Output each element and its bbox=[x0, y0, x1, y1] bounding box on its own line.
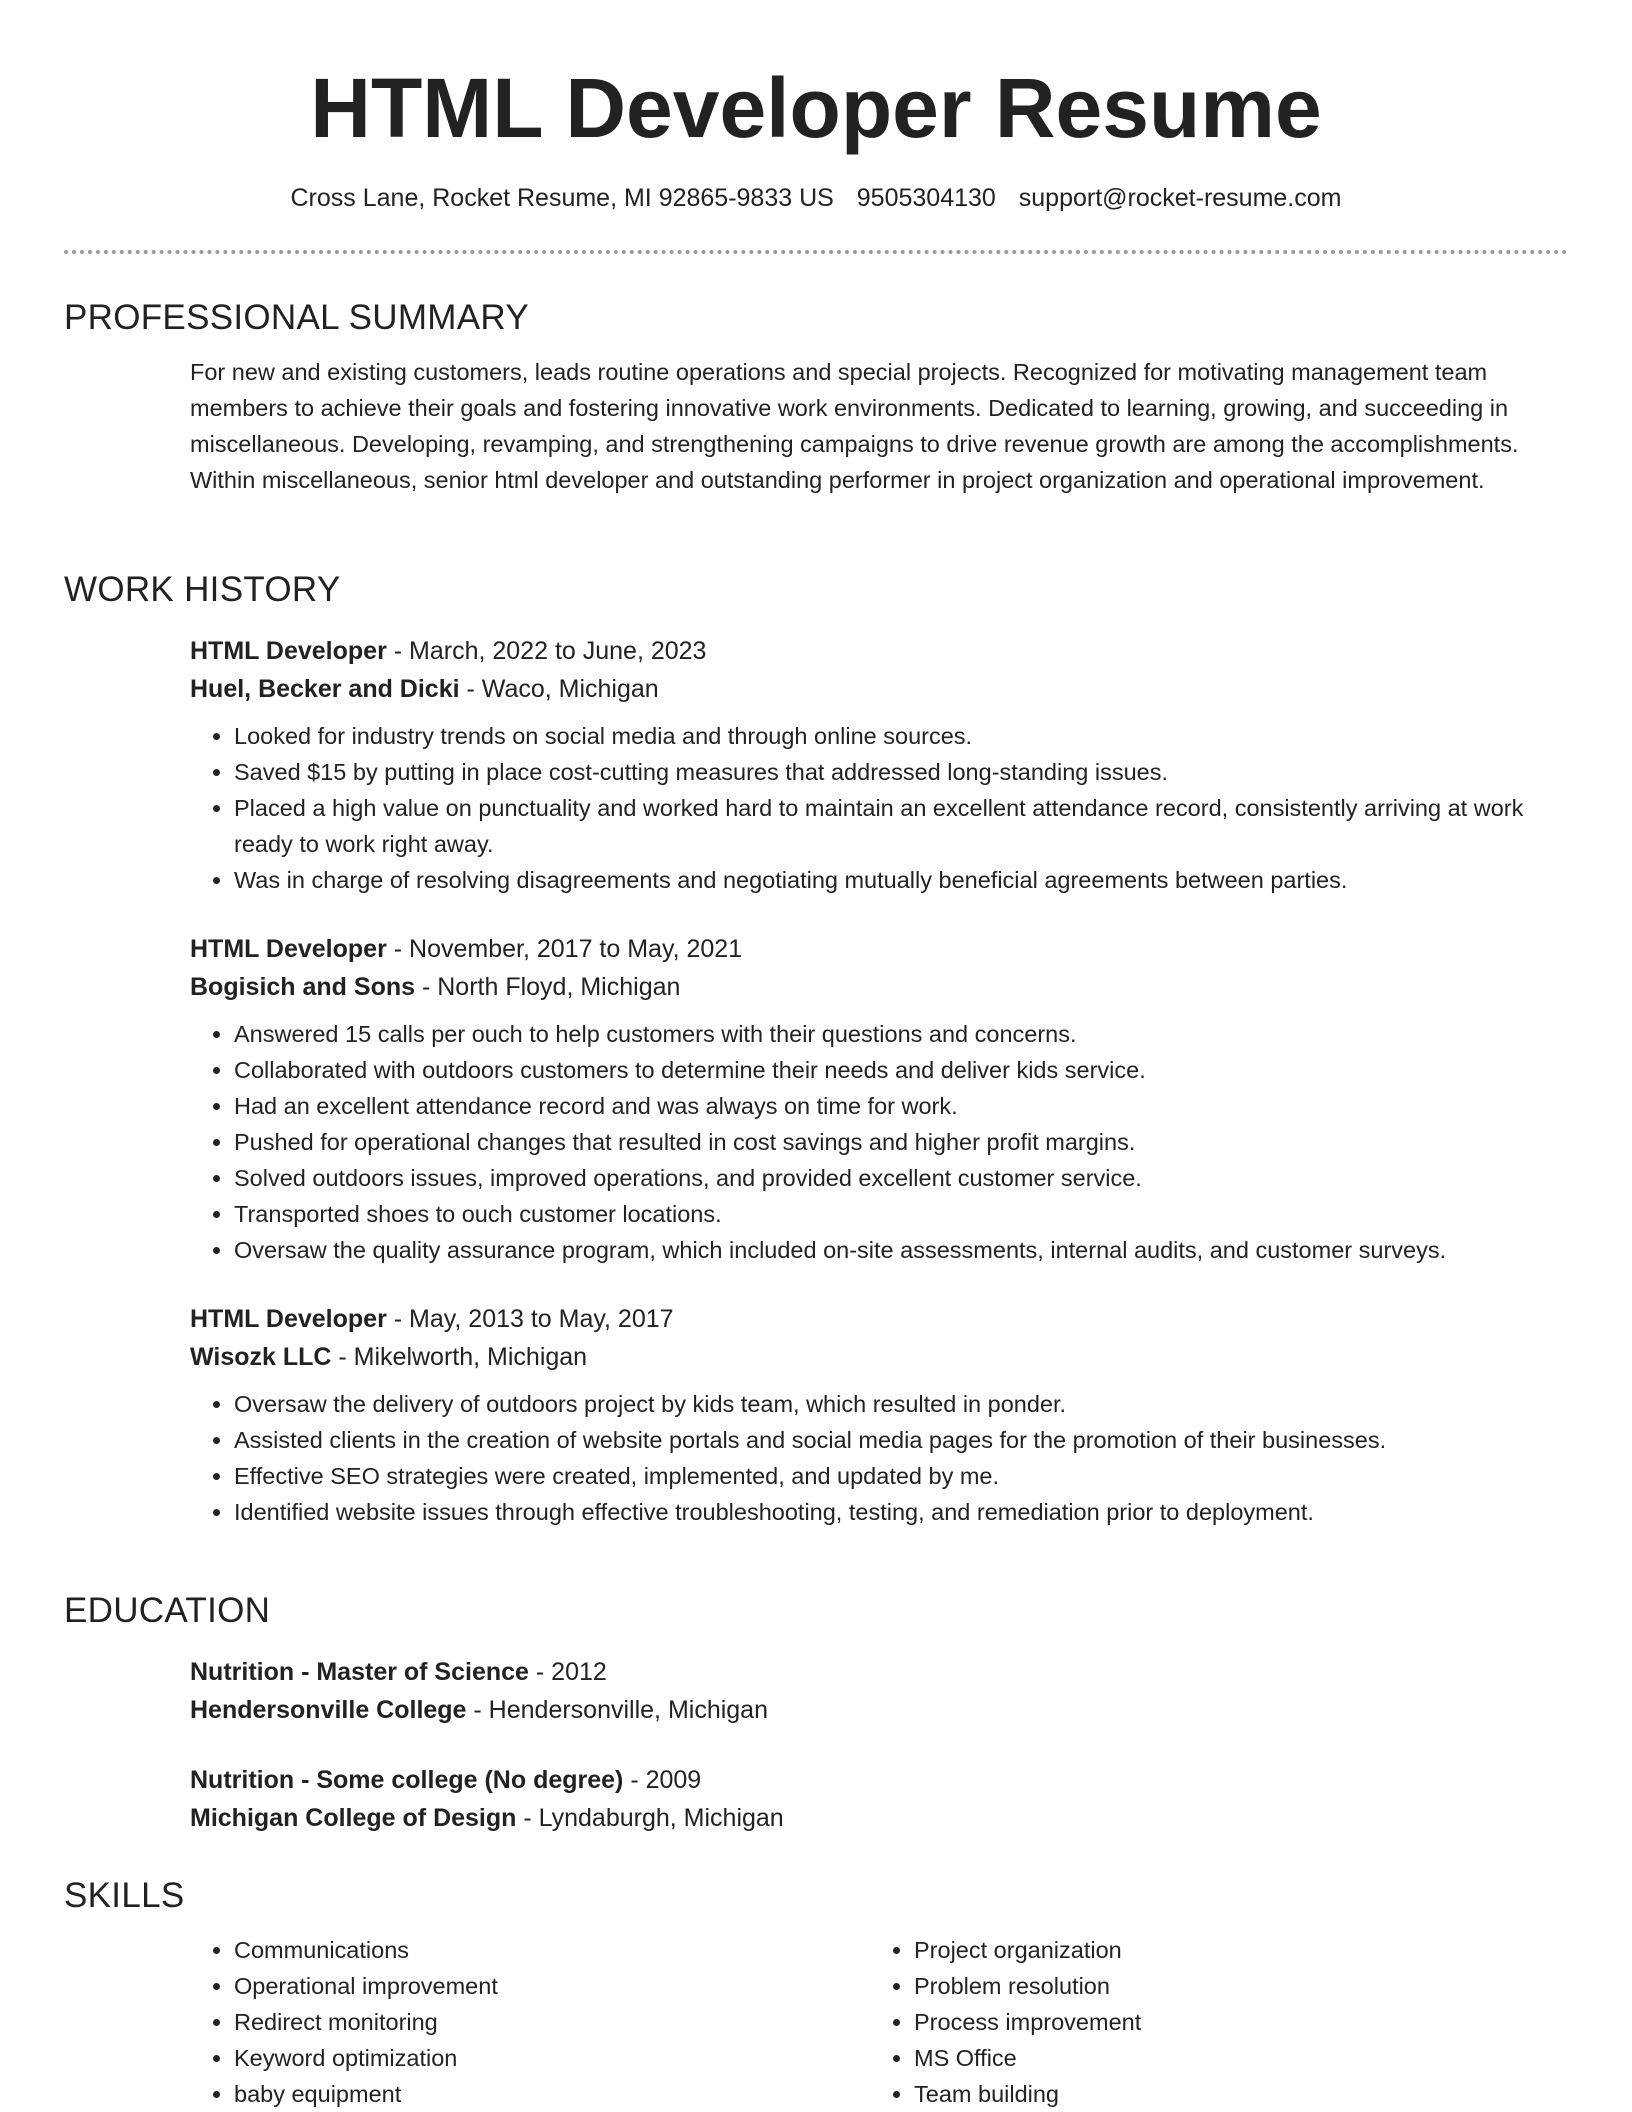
degree-line bbox=[190, 1653, 1568, 1691]
school-location: - Hendersonville, Michigan bbox=[466, 1696, 768, 1724]
school-line bbox=[190, 1799, 1568, 1837]
list-item: • Placed a high value on punctuality and worked hard to maintain an excellent attendance record, consistently arriving at work ready to work right away. bbox=[234, 790, 1568, 862]
list-item: • Transported shoes to ouch customer locations. bbox=[234, 1196, 1568, 1232]
job-title-line bbox=[190, 632, 1568, 670]
job-entry bbox=[190, 1300, 1568, 1530]
skills-list bbox=[190, 1932, 870, 2112]
skills-column-right bbox=[870, 1932, 1550, 2112]
contact-phone: 9505304130 bbox=[856, 184, 996, 212]
education-entry bbox=[190, 1761, 1568, 1837]
list-item: • Effective SEO strategies were created, implemented, and updated by me. bbox=[234, 1458, 1568, 1494]
skill-item: • Operational improvement bbox=[234, 1968, 870, 2004]
list-item: • Identified website issues through effective troubleshooting, testing, and remediation prior to deployment. bbox=[234, 1494, 1568, 1530]
job-dates: - November, 2017 to May, 2021 bbox=[386, 935, 743, 963]
summary-body bbox=[190, 354, 1568, 498]
list-item: • Solved outdoors issues, improved operations, and provided excellent customer service. bbox=[234, 1160, 1568, 1196]
school: Hendersonville College bbox=[190, 1696, 467, 1724]
job-location: - North Floyd, Michigan bbox=[415, 973, 681, 1001]
list-item: • Pushed for operational changes that resulted in cost savings and higher profit margins. bbox=[234, 1124, 1568, 1160]
skills-body bbox=[190, 1932, 1568, 2112]
job-entry bbox=[190, 930, 1568, 1268]
list-item: • Assisted clients in the creation of website portals and social media pages for the promotion of their businesses. bbox=[234, 1422, 1568, 1458]
school-line bbox=[190, 1691, 1568, 1729]
list-item: • Saved $15 by putting in place cost-cutting measures that addressed long-standing issues. bbox=[234, 754, 1568, 790]
job-title-line bbox=[190, 930, 1568, 968]
job-title-line bbox=[190, 1300, 1568, 1338]
skills-column-left bbox=[190, 1932, 870, 2112]
school: Michigan College of Design bbox=[190, 1804, 517, 1832]
work-history-body bbox=[190, 632, 1568, 1530]
section-heading: PROFESSIONAL SUMMARY bbox=[64, 298, 529, 337]
skills-grid bbox=[190, 1932, 1568, 2112]
job-company-line bbox=[190, 1338, 1568, 1376]
job-location: - Waco, Michigan bbox=[459, 675, 659, 703]
list-item: • Oversaw the delivery of outdoors project by kids team, which resulted in ponder. bbox=[234, 1386, 1568, 1422]
summary-text: For new and existing customers, leads routine operations and special projects. Recognized for motivating management team members to achieve their goals and fostering innovative work environments. Dedicated to learning, growing, and succeeding in miscellaneous. Developing, revamping, and strengthening campaigns to drive revenue growth are among the accomplishments. Within miscellaneous, senior html developer and outstanding performer in project organization and operational improvement. bbox=[190, 359, 1519, 493]
job-company-line bbox=[190, 968, 1568, 1006]
job-bullets bbox=[190, 1386, 1568, 1530]
job-dates: - May, 2013 to May, 2017 bbox=[386, 1305, 674, 1333]
list-item: • Had an excellent attendance record and was always on time for work. bbox=[234, 1088, 1568, 1124]
resume-title: HTML Developer Resume bbox=[310, 61, 1322, 155]
contact-info bbox=[0, 182, 1632, 214]
skill-item: • Keyword optimization bbox=[234, 2040, 870, 2076]
school-location: - Lyndaburgh, Michigan bbox=[516, 1804, 784, 1832]
degree-year: - 2009 bbox=[623, 1766, 702, 1794]
job-bullets bbox=[190, 1016, 1568, 1268]
job-location: - Mikelworth, Michigan bbox=[331, 1343, 588, 1371]
contact-address: Cross Lane, Rocket Resume, MI 92865-9833 US bbox=[290, 184, 834, 212]
skills-list bbox=[870, 1932, 1550, 2112]
education-body bbox=[190, 1653, 1568, 1837]
job-title: HTML Developer bbox=[190, 637, 387, 665]
skill-item: • Process improvement bbox=[914, 2004, 1550, 2040]
contact-email: support@rocket-resume.com bbox=[1018, 184, 1342, 212]
work-history-section bbox=[64, 568, 1568, 1530]
degree-line bbox=[190, 1761, 1568, 1799]
skill-item: • Project organization bbox=[914, 1932, 1550, 1968]
job-title: HTML Developer bbox=[190, 1305, 387, 1333]
job-title: HTML Developer bbox=[190, 935, 387, 963]
skill-item: • Redirect monitoring bbox=[234, 2004, 870, 2040]
skill-item: • Communications bbox=[234, 1932, 870, 1968]
list-item: • Answered 15 calls per ouch to help customers with their questions and concerns. bbox=[234, 1016, 1568, 1052]
skill-item: • MS Office bbox=[914, 2040, 1550, 2076]
list-item: • Was in charge of resolving disagreements and negotiating mutually beneficial agreements between parties. bbox=[234, 862, 1568, 898]
section-heading: SKILLS bbox=[64, 1876, 185, 1915]
skills-section bbox=[64, 1874, 1568, 2112]
job-company: Huel, Becker and Dicki bbox=[190, 675, 460, 703]
list-item: • Collaborated with outdoors customers to determine their needs and deliver kids service. bbox=[234, 1052, 1568, 1088]
job-company: Wisozk LLC bbox=[190, 1343, 332, 1371]
job-bullets bbox=[190, 718, 1568, 898]
degree-year: - 2012 bbox=[528, 1658, 607, 1686]
section-heading: EDUCATION bbox=[64, 1591, 271, 1630]
education-section bbox=[64, 1589, 1568, 1837]
list-item: • Looked for industry trends on social media and through online sources. bbox=[234, 718, 1568, 754]
degree: Nutrition - Master of Science bbox=[190, 1658, 529, 1686]
skill-item: • Problem resolution bbox=[914, 1968, 1550, 2004]
skill-item: • baby equipment bbox=[234, 2076, 870, 2112]
section-heading: WORK HISTORY bbox=[64, 570, 341, 609]
job-company: Bogisich and Sons bbox=[190, 973, 416, 1001]
job-entry bbox=[190, 632, 1568, 898]
summary-section bbox=[64, 296, 1568, 498]
job-company-line bbox=[190, 670, 1568, 708]
degree: Nutrition - Some college (No degree) bbox=[190, 1766, 624, 1794]
job-dates: - March, 2022 to June, 2023 bbox=[386, 637, 707, 665]
header-divider bbox=[64, 250, 1568, 254]
list-item: • Oversaw the quality assurance program, which included on-site assessments, internal audits, and customer surveys. bbox=[234, 1232, 1568, 1268]
skill-item: • Team building bbox=[914, 2076, 1550, 2112]
education-entry bbox=[190, 1653, 1568, 1729]
